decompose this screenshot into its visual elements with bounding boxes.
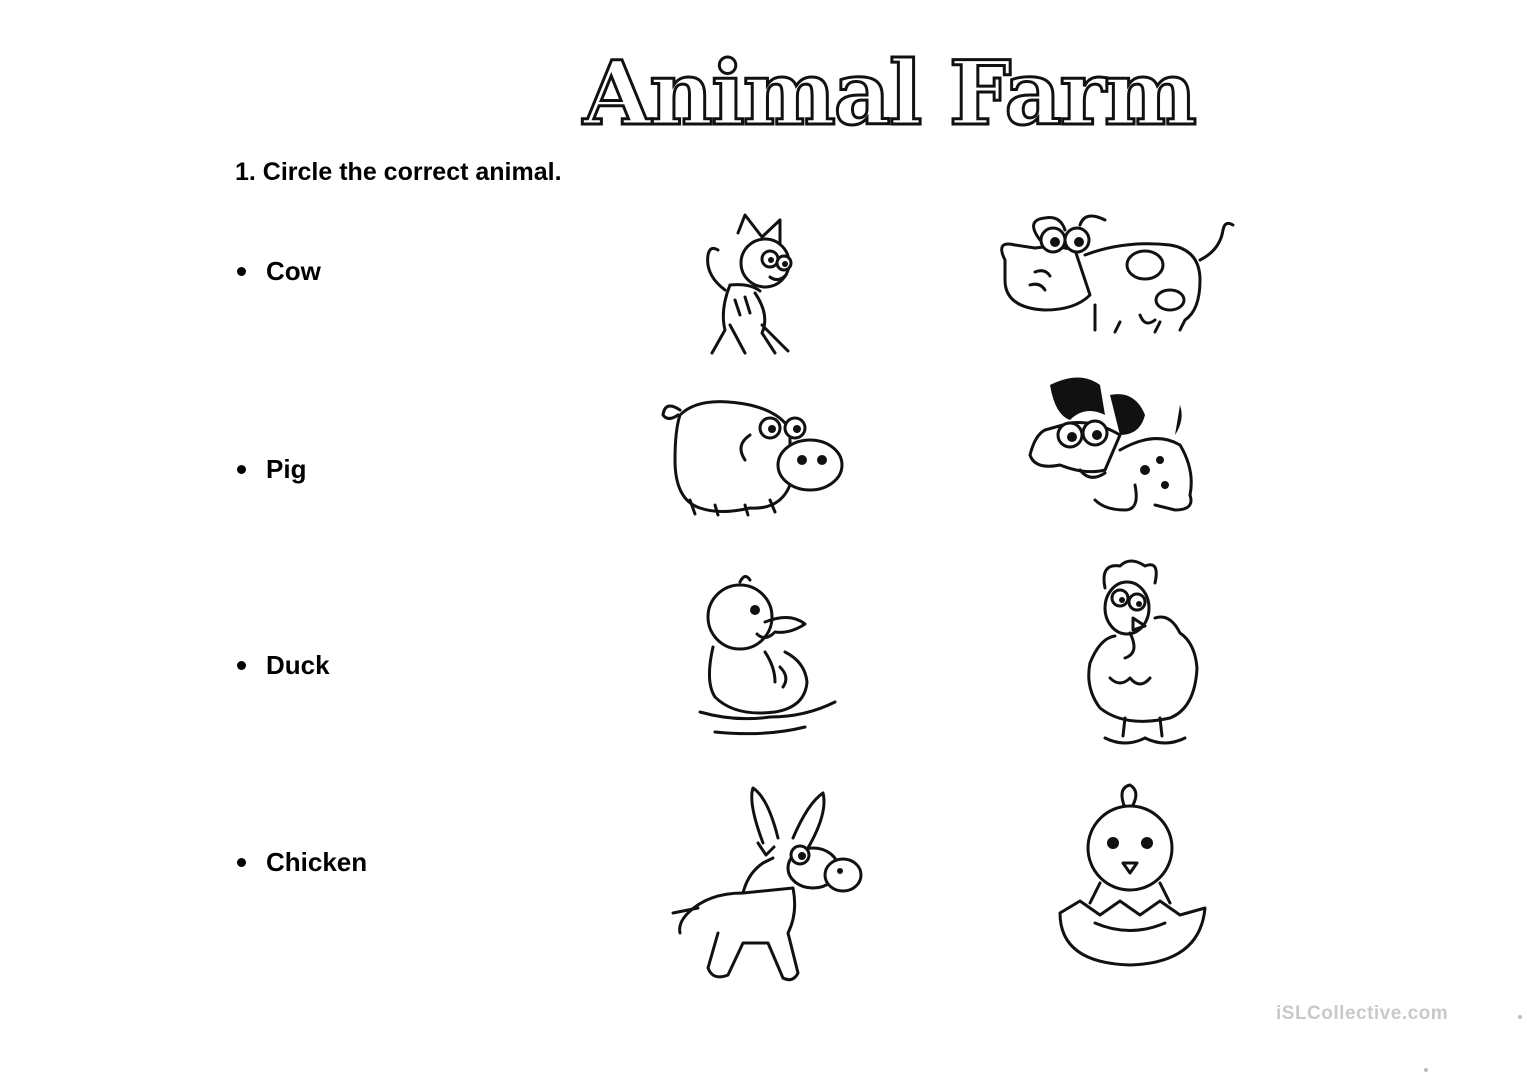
duck-picture[interactable]	[695, 572, 840, 742]
decorative-dot	[1518, 1015, 1522, 1019]
item-label: Cow	[266, 256, 321, 286]
list-item-duck	[235, 650, 330, 681]
bullet	[237, 267, 246, 276]
list-item-cow	[235, 256, 321, 287]
worksheet-title	[575, 34, 1196, 145]
donkey-picture[interactable]	[668, 783, 863, 993]
item-label: Pig	[266, 454, 307, 484]
item-label: Duck	[266, 650, 330, 680]
dog-picture[interactable]	[1025, 375, 1200, 520]
watermark-text: iSLCollective.com	[1276, 1003, 1449, 1024]
bullet	[237, 661, 246, 670]
item-label: Chicken	[266, 847, 368, 877]
hen-picture[interactable]	[1085, 558, 1205, 750]
worksheet-title-text: Animal Farm	[583, 41, 1196, 145]
list-item-pig	[235, 454, 306, 485]
pig-picture[interactable]	[660, 390, 845, 520]
instruction-text: 1. Circle the correct animal.	[235, 158, 562, 186]
chick-picture[interactable]	[1055, 783, 1210, 968]
decorative-dot	[1424, 1068, 1428, 1072]
cow-picture[interactable]	[995, 210, 1235, 335]
list-item-chicken	[235, 847, 367, 878]
bullet	[237, 858, 246, 867]
bullet	[237, 465, 246, 474]
cat-picture[interactable]	[700, 215, 800, 360]
